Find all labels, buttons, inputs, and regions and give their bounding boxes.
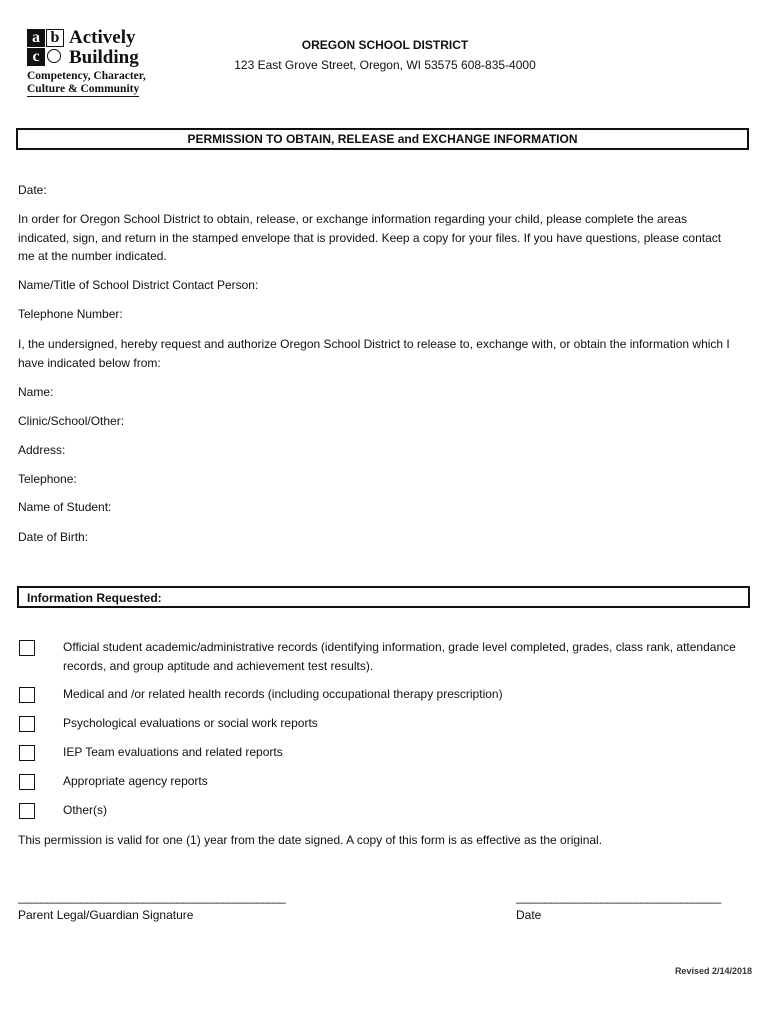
- logo-word-building: Building: [69, 47, 139, 68]
- contact-person-label: Name/Title of School District Contact Person:: [18, 278, 259, 292]
- telephone-number-label: Telephone Number:: [18, 307, 123, 321]
- logo-tagline-1: Competency, Character,: [27, 70, 146, 82]
- validity-statement: This permission is valid for one (1) year from the date signed. A copy of this form is as effective as the original.: [18, 833, 603, 847]
- form-title: PERMISSION TO OBTAIN, RELEASE and EXCHANGE INFORMATION: [16, 128, 749, 150]
- checkbox-label: Other(s): [63, 803, 108, 817]
- authorization-paragraph: I, the undersigned, hereby request and authorize Oregon School District to release to, exchange with, or obtain the information which I have indicated below from:: [18, 337, 730, 370]
- address-label: Address:: [18, 443, 66, 457]
- clinic-label: Clinic/School/Other:: [18, 414, 125, 428]
- date-signature-line[interactable]: ____________________________________: [516, 890, 721, 904]
- checkbox-academic-records[interactable]: [19, 640, 35, 656]
- checkbox-medical-records[interactable]: [19, 687, 35, 703]
- logo-tagline-2: Culture & Community: [27, 83, 140, 95]
- parent-signature-label: Parent Legal/Guardian Signature: [18, 908, 194, 922]
- checkbox-label: Appropriate agency reports: [63, 774, 208, 788]
- revised-date: Revised 2/14/2018: [674, 966, 752, 976]
- dob-label: Date of Birth:: [18, 530, 89, 544]
- telephone-label: Telephone:: [18, 472, 77, 486]
- checkbox-label: Medical and /or related health records (including occupational therapy prescription): [63, 687, 503, 701]
- logo-letter-a: a: [27, 29, 45, 47]
- checkbox-others[interactable]: [19, 803, 35, 819]
- date-field-label: Date:: [18, 183, 47, 197]
- intro-paragraph: In order for Oregon School District to obtain, release, or exchange information regarding your child, please complete the areas indicated, sign, and return in the stamped envelope that is provided. Keep a copy for your files. If you have questions, please contact me at the number indicated.: [18, 212, 722, 263]
- checkbox-psychological-evaluations[interactable]: [19, 716, 35, 732]
- checkbox-label: IEP Team evaluations and related reports: [63, 745, 283, 759]
- student-name-label: Name of Student:: [18, 500, 112, 514]
- name-label: Name:: [18, 385, 54, 399]
- checkbox-label: Official student academic/administrative records (identifying information, grade level completed, grades, class rank, attendance records, and group aptitude and achievement test results).: [63, 640, 736, 673]
- logo-letter-c: c: [27, 48, 45, 66]
- date-signature-label: Date: [516, 908, 542, 922]
- logo-letter-b: b: [46, 29, 64, 47]
- checkbox-agency-reports[interactable]: [19, 774, 35, 790]
- checkbox-label: Psychological evaluations or social work reports: [63, 716, 318, 730]
- checkbox-iep-evaluations[interactable]: [19, 745, 35, 761]
- parent-signature-line[interactable]: _______________________________________________: [18, 890, 285, 904]
- district-address: 123 East Grove Street, Oregon, WI 53575 608-835-4000: [234, 58, 536, 72]
- district-name: OREGON SCHOOL DISTRICT: [301, 38, 469, 52]
- info-requested-header: Information Requested:: [17, 586, 750, 608]
- logo-word-actively: Actively: [69, 27, 136, 48]
